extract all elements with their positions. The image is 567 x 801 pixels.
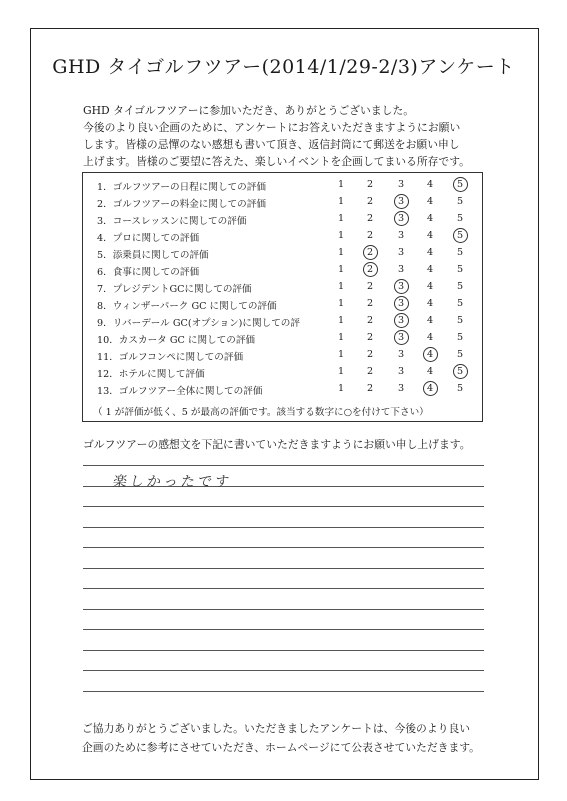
question-label: 10．カスカータ GC に関しての評価 xyxy=(97,335,256,346)
question-label: 1．ゴルフツアーの日程に関しての評価 xyxy=(97,182,266,193)
question-label: 7．プレジデントGCに関しての評価 xyxy=(97,284,252,295)
rating-option[interactable]: 4 xyxy=(426,247,434,258)
survey-row xyxy=(83,178,484,194)
rating-option[interactable]: 4 xyxy=(426,298,434,309)
survey-row xyxy=(83,348,484,364)
selected-rating-circle xyxy=(453,228,468,243)
rating-option[interactable]: 3 xyxy=(397,281,405,292)
rating-option[interactable]: 4 xyxy=(426,315,434,326)
selected-rating-circle xyxy=(423,347,438,362)
rating-option[interactable]: 3 xyxy=(397,298,405,309)
selected-rating-circle xyxy=(394,296,409,311)
rating-option[interactable]: 1 xyxy=(337,281,345,292)
survey-row xyxy=(83,365,484,381)
rating-option[interactable]: 5 xyxy=(456,383,464,394)
rating-option[interactable]: 3 xyxy=(397,383,405,394)
rating-option[interactable]: 4 xyxy=(426,383,434,394)
rating-option[interactable]: 4 xyxy=(426,366,434,377)
rating-option[interactable]: 1 xyxy=(337,247,345,258)
rating-option[interactable]: 5 xyxy=(456,264,464,275)
rating-option[interactable]: 5 xyxy=(456,332,464,343)
intro-line: GHD タイゴルフツアーに参加いただき、ありがとうございました。 xyxy=(83,104,415,117)
rating-option[interactable]: 3 xyxy=(397,230,405,241)
rating-option[interactable]: 1 xyxy=(337,179,345,190)
rating-option[interactable]: 1 xyxy=(337,264,345,275)
rating-option[interactable]: 3 xyxy=(397,332,405,343)
rating-option[interactable]: 2 xyxy=(366,332,374,343)
rating-option[interactable]: 3 xyxy=(397,349,405,360)
ruled-line xyxy=(83,527,484,528)
rating-option[interactable]: 4 xyxy=(426,213,434,224)
intro-line: 上げます。皆様のご要望に答えた、楽しいイベントを企画してまいる所存です。 xyxy=(83,155,470,168)
survey-row xyxy=(83,331,484,347)
rating-option[interactable]: 5 xyxy=(456,315,464,326)
handwritten-comment[interactable]: 楽しかったです xyxy=(111,474,234,490)
rating-option[interactable]: 2 xyxy=(366,315,374,326)
question-label: 8．ウィンザーパーク GC に関しての評価 xyxy=(97,301,277,312)
rating-option[interactable]: 3 xyxy=(397,196,405,207)
rating-option[interactable]: 3 xyxy=(397,366,405,377)
selected-rating-circle xyxy=(363,262,378,277)
rating-option[interactable]: 2 xyxy=(366,264,374,275)
selected-rating-circle xyxy=(394,194,409,209)
rating-option[interactable]: 5 xyxy=(456,213,464,224)
question-label: 9．リバーデール GC(オプション)に関しての評 xyxy=(97,318,300,329)
ruled-line xyxy=(83,465,484,466)
rating-option[interactable]: 1 xyxy=(337,230,345,241)
rating-option[interactable]: 4 xyxy=(426,196,434,207)
rating-option[interactable]: 5 xyxy=(456,179,464,190)
ruled-line xyxy=(83,691,484,692)
rating-option[interactable]: 1 xyxy=(337,298,345,309)
question-label: 11．ゴルフコンペに関しての評価 xyxy=(97,352,244,363)
rating-option[interactable]: 4 xyxy=(426,332,434,343)
rating-option[interactable]: 4 xyxy=(426,230,434,241)
survey-row xyxy=(83,195,484,211)
rating-option[interactable]: 2 xyxy=(366,247,374,258)
rating-option[interactable]: 4 xyxy=(426,281,434,292)
rating-option[interactable]: 1 xyxy=(337,213,345,224)
rating-option[interactable]: 5 xyxy=(456,281,464,292)
rating-option[interactable]: 5 xyxy=(456,298,464,309)
rating-option[interactable]: 1 xyxy=(337,315,345,326)
rating-option[interactable]: 3 xyxy=(397,179,405,190)
rating-option[interactable]: 1 xyxy=(337,332,345,343)
intro-text xyxy=(83,102,503,170)
ruled-line xyxy=(83,568,484,569)
footer-text xyxy=(82,719,502,757)
question-label: 4．プロに関しての評価 xyxy=(97,233,200,244)
selected-rating-circle xyxy=(394,313,409,328)
survey-row xyxy=(83,280,484,296)
survey-table xyxy=(82,172,483,422)
survey-row xyxy=(83,246,484,262)
selected-rating-circle xyxy=(363,245,378,260)
question-label: 3．コースレッスンに関しての評価 xyxy=(97,216,247,227)
survey-row xyxy=(83,229,484,245)
ruled-line xyxy=(83,670,484,671)
ruled-line xyxy=(83,629,484,630)
rating-option[interactable]: 5 xyxy=(456,366,464,377)
selected-rating-circle xyxy=(453,364,468,379)
rating-option[interactable]: 5 xyxy=(456,230,464,241)
survey-row xyxy=(83,382,484,398)
rating-option[interactable]: 3 xyxy=(397,247,405,258)
rating-option[interactable]: 4 xyxy=(426,264,434,275)
rating-option[interactable]: 4 xyxy=(426,179,434,190)
selected-rating-circle xyxy=(394,279,409,294)
question-label: 13．ゴルフツアー全体に関しての評価 xyxy=(97,386,263,397)
comment-prompt: ゴルフツアーの感想文を下記に書いていただきますようにお願い申し上げます。 xyxy=(83,438,471,451)
rating-option[interactable]: 2 xyxy=(366,196,374,207)
selected-rating-circle xyxy=(453,177,468,192)
survey-row xyxy=(83,314,484,330)
question-label: 6．食事に関しての評価 xyxy=(97,267,200,278)
rating-option[interactable]: 1 xyxy=(337,196,345,207)
survey-row xyxy=(83,212,484,228)
rating-option[interactable]: 1 xyxy=(337,349,345,360)
rating-option[interactable]: 1 xyxy=(337,383,345,394)
selected-rating-circle xyxy=(394,211,409,226)
question-label: 2．ゴルフツアーの料金に関しての評価 xyxy=(97,199,266,210)
rating-option[interactable]: 5 xyxy=(456,247,464,258)
ruled-line xyxy=(83,506,484,507)
intro-line: します。皆様の忌憚のない感想も書いて頂き、返信封筒にて郵送をお願い申し xyxy=(83,138,460,151)
ruled-line xyxy=(83,650,484,651)
rating-option[interactable]: 3 xyxy=(397,264,405,275)
survey-row xyxy=(83,263,484,279)
survey-note: （ 1 が評価が低く、5 が最高の評価です。該当する数字に○を付けて下さい） xyxy=(93,407,429,418)
footer-line: 企画のために参考にさせていただき、ホームページにて公表させていただきます。 xyxy=(82,741,480,754)
rating-option[interactable]: 2 xyxy=(366,179,374,190)
rating-option[interactable]: 2 xyxy=(366,230,374,241)
ruled-line xyxy=(83,588,484,589)
rating-option[interactable]: 4 xyxy=(426,349,434,360)
ruled-line xyxy=(83,547,484,548)
footer-line: ご協力ありがとうございました。いただきましたアンケートは、今後のより良い xyxy=(82,722,471,735)
rating-option[interactable]: 3 xyxy=(397,213,405,224)
page-title: GHD タイゴルフツアー(2014/1/29-2/3)アンケート xyxy=(52,56,515,78)
rating-option[interactable]: 2 xyxy=(366,213,374,224)
rating-option[interactable]: 2 xyxy=(366,281,374,292)
rating-option[interactable]: 2 xyxy=(366,366,374,377)
rating-option[interactable]: 2 xyxy=(366,383,374,394)
selected-rating-circle xyxy=(394,330,409,345)
selected-rating-circle xyxy=(423,381,438,396)
intro-line: 今後のより良い企画のために、アンケートにお答えいただきますようにお願い xyxy=(83,121,461,134)
rating-option[interactable]: 3 xyxy=(397,315,405,326)
rating-option[interactable]: 5 xyxy=(456,196,464,207)
survey-row xyxy=(83,297,484,313)
question-label: 12．ホテルに関して評価 xyxy=(97,369,205,380)
rating-option[interactable]: 2 xyxy=(366,298,374,309)
rating-option[interactable]: 2 xyxy=(366,349,374,360)
rating-option[interactable]: 5 xyxy=(456,349,464,360)
question-label: 5．添乗員に関しての評価 xyxy=(97,250,209,261)
ruled-line xyxy=(83,609,484,610)
rating-option[interactable]: 1 xyxy=(337,366,345,377)
